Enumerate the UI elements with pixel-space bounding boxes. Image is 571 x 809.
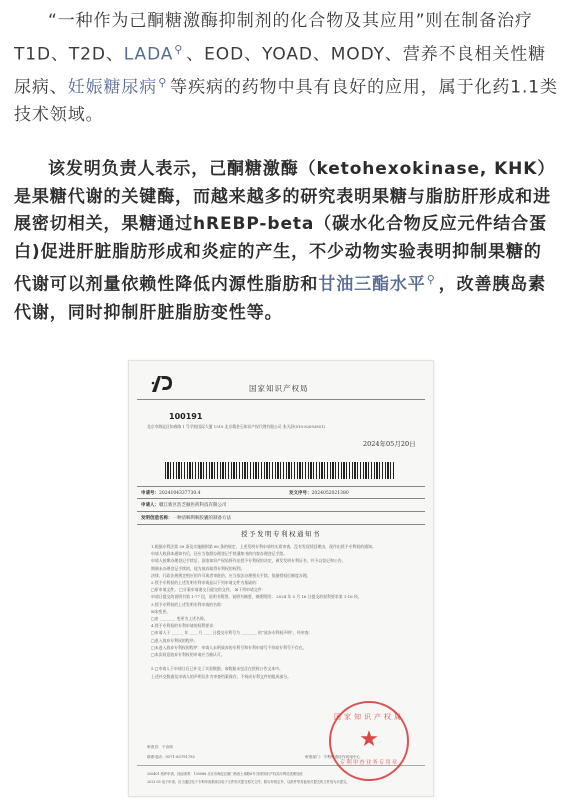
paragraph-2-text-a: 该发明负责人表示，己酮糖激酶（ketohexokinase, KHK）是果糖代谢的关键酶，而越来越多的研究表明果糖与脂肪肝形成和进展密切相关，果糖通过hREBP-beta（碳水化合物反应元件结合蛋白)促进肝脏脂肪形成和炎症的产生，不少动物实验表明抑制果糖的代谢可以剂量依赖性降低内源性脂肪和 (14, 159, 556, 296)
body-line: □申请人于 ______ 年 ____ 月 ____ 日提交专利号为 ________ 的“放弃专利权声明”，经审查： (151, 630, 313, 636)
star-icon: ★ (359, 727, 379, 752)
dispatch-number: 发文序号：2024052021380 (289, 491, 349, 496)
body-line: 上述补交数据及申请人的声明仅作为审查档案保存，不构成专利文件的组成部分。 (151, 673, 292, 679)
search-icon[interactable]: ⚲ (158, 75, 168, 89)
body-line: 1.根据专利法第 39 条及实施细则第 60 条的规定，上述发明专利申请经实质审查，没有发现驳回理由，现作出授予专利权的通知。 (151, 544, 376, 549)
field-rule-1 (137, 486, 425, 487)
application-number: 申请号：2024104337730.4 (141, 491, 201, 496)
body-line: 申请人按期办理登记手续后，国家知识产权局将作出授予专利权的决定，颁发发明专利证书，并予以登记和公告。 (151, 558, 346, 564)
body-line: □原申请文件。 □分案申请递交日提交的文件。 ☒下列申请文件： (151, 587, 266, 593)
examination-department: 审查部门：专利审查协作河南中心 (305, 755, 361, 759)
seal-top-text: 国家知识产权局 (334, 713, 404, 721)
lada-link[interactable]: LADA (123, 44, 174, 65)
triglyceride-link[interactable]: 甘油三酯水平 (318, 275, 426, 296)
notice-heading: 授予发明专利权通知书 (241, 530, 321, 538)
body-line: □未进入放弃专利权的程序：申请人未明放弃的专利号和专利申请号不符或专利号不存在。 (151, 644, 307, 650)
gestational-diabetes-link[interactable]: 妊娠糖尿病 (67, 77, 158, 98)
footer-line: 200401 纸件申请，回函请寄：100088 北京市海淀区蓟门桥西土城路6号 国家知识产权局专利局受理处收 (147, 772, 303, 776)
body-line: □本次同意放弃专利权的申请应当被认可。 (151, 652, 225, 658)
official-seal (329, 701, 409, 781)
recipient-address: 北京市海淀区知春路 1 号学院国际大厦 1510 北京精金石知识产权代理有限公司 张天舒(010-82692851) (147, 424, 326, 429)
body-line: 2.授予专利权的上述发明专利申请是以下列申请文件为基础的： (151, 580, 260, 586)
search-icon[interactable]: ⚲ (174, 42, 184, 56)
cnipa-logo-icon (149, 373, 175, 395)
barcode (165, 462, 395, 479)
paragraph-1-text-a: “一种作为己酮糖激酶抑制剂的化合物及其应用”则在制备治疗T1D、T2D、 (14, 11, 533, 65)
body-line (151, 658, 413, 665)
body-line: 5.□申请人于申请日后已补交了实验数据，该数据未包含在授权公告文本中。 (151, 666, 283, 672)
body-line: 法律、行政法规规定相应的许可或者审批的，应当依法办理相关手续，依据授权后制度办理。 (151, 572, 311, 578)
paragraph-2-text-b: ，改善胰岛素代谢，同时抑制肝脏脂肪变性等。 (14, 275, 547, 323)
contact-phone: 联系电话：0371-83791792 (147, 755, 195, 759)
field-rule-4 (137, 524, 425, 525)
patent-notice-image (128, 360, 434, 797)
search-icon[interactable]: ⚲ (426, 273, 436, 287)
body-line: 申请日提交的说明书第 1-77 段，说明书附图、说明书摘要，摘要附图； 2024 年 5 月 16 日提交的权利要求第 1-16 项。 (151, 594, 362, 600)
seal-bottom-text: 专利审查业务专用章 (339, 760, 399, 766)
body-line: 期满未办理登记手续的，视为放弃取得专利权的权利。 (151, 565, 245, 571)
article-paragraph-2 (14, 156, 559, 327)
body-line: 3.授予专利权的上述发明专利申请的名称： (151, 601, 225, 607)
article-paragraph-1 (14, 8, 559, 130)
examiner: 审查员：于诗琪 (147, 745, 173, 749)
body-line: □由 ________ 变更为上述名称。 (151, 616, 208, 622)
issue-date: 2024年05月20日 (363, 440, 416, 448)
header-rule (137, 399, 425, 400)
body-line: 申请人收到本通知书后，还应当依照办理登记手续通知书的内容办理登记手续。 (151, 551, 288, 557)
footer-line: 2023.03 电子申请，应当通过电子专利申请系统以电子文件形式提交相关文件。除另有规定外，以纸件等其他形式提交的文件视为未提交。 (147, 780, 350, 784)
applicant: 申请人：赣江新区浩芝颐医药科技有限公司 (141, 503, 227, 508)
body-line: ☒未变更。 (151, 608, 171, 614)
field-rule-3 (137, 511, 425, 512)
body-line: □进入放弃专利权的程序。 (151, 637, 198, 643)
postal-code: 100191 (169, 412, 203, 421)
paragraph-1-text-b: 、EOD、YOAD、MODY、营养不良相关性糖尿病、 (14, 44, 547, 98)
office-name: 国家知识产权局 (249, 384, 309, 393)
body-line: 4.授予专利权的专利申请的权利要求： (151, 623, 217, 629)
field-rule-2 (137, 498, 425, 499)
paragraph-1-text-c: 等疾病的药物中具有良好的应用，属于化药1.1类技术领域。 (14, 77, 558, 126)
notice-body (151, 543, 413, 680)
invention-title: 发明创造名称：一种清咽利咽胶囊的制备方法 (141, 516, 231, 521)
